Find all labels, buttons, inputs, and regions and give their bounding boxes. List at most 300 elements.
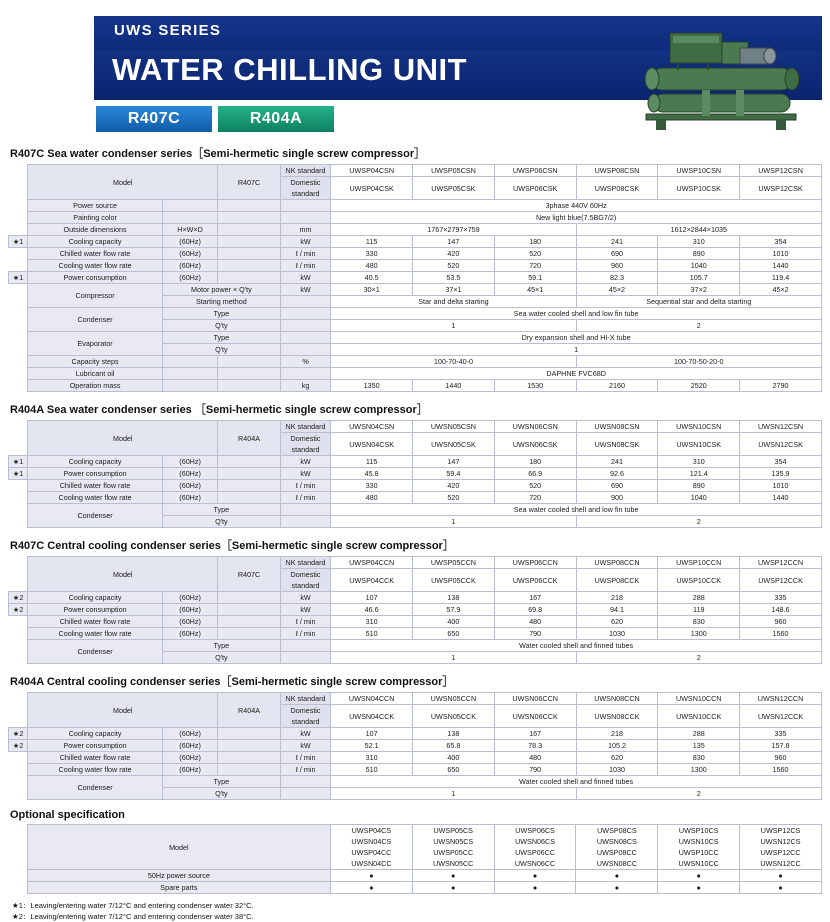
row-label: Chilled water flow rate — [28, 248, 163, 260]
cell: 1560 — [740, 628, 822, 640]
cell: 900 — [576, 492, 658, 504]
cell: 520 — [494, 480, 576, 492]
row-value-all: 3phase 440V 60Hz — [331, 200, 822, 212]
cell: 66.9 — [494, 468, 576, 480]
model-dom-4: UWSP08CSK — [576, 177, 658, 200]
cell: 107 — [331, 592, 413, 604]
badge-r407c: R407C — [96, 106, 212, 132]
table-row — [9, 368, 822, 380]
table-row: Cooling water flow rate (60Hz) ℓ / min 510 650 790 1030 1300 1560 — [9, 628, 822, 640]
row-sub: H×W×D — [162, 224, 217, 236]
model-variant: UWSP08CS — [597, 826, 637, 835]
row-value-left: 1 — [331, 652, 576, 664]
optional-header-row — [8, 825, 822, 870]
row-label: Power source — [28, 200, 163, 212]
row-label: Cooling water flow rate — [28, 260, 163, 272]
cell: 241 — [576, 456, 658, 468]
cell: 37×2 — [658, 284, 740, 296]
model-dom-2: UWSP05CCK — [413, 569, 495, 592]
row-label: Type — [162, 504, 280, 516]
section-r407c-central — [8, 537, 822, 664]
cell: 94.1 — [576, 604, 658, 616]
cell: 148.6 — [740, 604, 822, 616]
cell: 40.5 — [331, 272, 413, 284]
model-dom-1: UWSN04CCK — [331, 705, 413, 728]
cell: 1040 — [658, 492, 740, 504]
cell: 147 — [413, 236, 495, 248]
table-row: Chilled water flow rate (60Hz) ℓ / min 310 400 480 620 830 960 — [9, 616, 822, 628]
model-label: Model — [28, 421, 218, 456]
cell: 520 — [413, 260, 495, 272]
model-label: Model — [27, 825, 330, 870]
row-label: Cooling water flow rate — [28, 764, 163, 776]
row-label: Lubricant oil — [28, 368, 163, 380]
cell: 2160 — [576, 380, 658, 392]
cell: 157.8 — [740, 740, 822, 752]
row-label: Type — [162, 308, 280, 320]
cell: 135 — [658, 740, 740, 752]
cell: 420 — [413, 480, 495, 492]
footnote-2: ★2：Leaving/entering water 7/12°C and entering condenser water 38°C. — [12, 912, 254, 921]
cell: 167 — [494, 592, 576, 604]
cell: 59.4 — [413, 468, 495, 480]
cell: 330 — [331, 480, 413, 492]
cell: 354 — [740, 236, 822, 248]
cell: 30×1 — [331, 284, 413, 296]
optional-mark: ● — [494, 882, 576, 894]
model-nk-4: UWSN08CSN — [576, 421, 658, 433]
refrigerant-badges — [96, 106, 334, 132]
row-star: ★2 — [9, 728, 28, 740]
model-nk-2: UWSN05CSN — [413, 421, 495, 433]
cell: 138 — [413, 728, 495, 740]
section-title: R407C Sea water condenser series［Semi-hermetic single screw compressor］ — [10, 148, 426, 160]
cell: 241 — [576, 236, 658, 248]
cell: 121.4 — [658, 468, 740, 480]
cell: 650 — [413, 764, 495, 776]
row-label: Chilled water flow rate — [28, 616, 163, 628]
section-title: R407C Central cooling condenser series［Semi-hermetic single screw compressor］ — [10, 540, 454, 552]
cell: 45.8 — [331, 468, 413, 480]
cell: 480 — [331, 260, 413, 272]
footnotes — [12, 900, 822, 922]
optional-mark: ● — [576, 870, 658, 882]
cell: 335 — [740, 592, 822, 604]
cell: 310 — [658, 236, 740, 248]
optional-table — [8, 824, 822, 894]
cell: 520 — [494, 248, 576, 260]
row-label: Q'ty — [162, 788, 280, 800]
cell: 1300 — [658, 628, 740, 640]
model-variant: UWSP08CC — [596, 848, 637, 857]
row-value-left: 1 — [331, 516, 576, 528]
row-group-evaporator: Evaporator — [28, 332, 163, 356]
model-dom-1: UWSP04CCK — [331, 569, 413, 592]
cell: 288 — [658, 592, 740, 604]
row-star: ★1 — [9, 468, 28, 480]
chiller-unit-illustration — [632, 28, 812, 138]
model-dom-1: UWSN04CSK — [331, 433, 413, 456]
row-label: Cooling capacity — [28, 592, 163, 604]
cell: 46.6 — [331, 604, 413, 616]
row-value-left: 1767×2797×759 — [331, 224, 576, 236]
row-label: Q'ty — [162, 320, 280, 332]
cell: 78.3 — [494, 740, 576, 752]
row-value-right: 2 — [576, 516, 821, 528]
row-value-right: 2 — [576, 652, 821, 664]
optional-model-col-4 — [576, 825, 658, 870]
optional-mark: ● — [658, 870, 740, 882]
cell: 790 — [494, 764, 576, 776]
cell: 218 — [576, 728, 658, 740]
section-title: R404A Sea water condenser series ［Semi-hermetic single screw compressor］ — [10, 404, 428, 416]
model-dom-3: UWSP06CSK — [494, 177, 576, 200]
optional-mark: ● — [740, 882, 822, 894]
spec-table-r404a-central — [8, 692, 822, 800]
cell: 310 — [331, 616, 413, 628]
model-nk-4: UWSN08CCN — [576, 693, 658, 705]
row-label: Operation mass — [28, 380, 163, 392]
row-label: Type — [162, 332, 280, 344]
model-dom-3: UWSN06CSK — [494, 433, 576, 456]
optional-row-label: 50Hz power source — [27, 870, 330, 882]
cell: 830 — [658, 752, 740, 764]
cell: 45×2 — [740, 284, 822, 296]
badge-r404a: R404A — [218, 106, 334, 132]
model-variant: UWSN04CS — [351, 837, 392, 846]
model-dom-2: UWSN05CSK — [413, 433, 495, 456]
section-optional — [8, 809, 822, 894]
optional-mark: ● — [658, 882, 740, 894]
cell: 720 — [494, 260, 576, 272]
model-variant: UWSN08CS — [596, 837, 637, 846]
row-label: Starting method — [162, 296, 280, 308]
table-row: ★1 Cooling capacity (60Hz) kW 115 147 180 241 310 354 — [9, 236, 822, 248]
table-row: ★1 Cooling capacity (60Hz) kW 115 147 180 241 310 354 — [9, 456, 822, 468]
cell: 1530 — [494, 380, 576, 392]
row-label: Q'ty — [162, 652, 280, 664]
nk-standard-label: NK standard — [280, 557, 331, 569]
section-r404a-sea — [8, 401, 822, 528]
model-nk-3: UWSP06CCN — [494, 557, 576, 569]
optional-mark: ● — [330, 882, 412, 894]
cell: 45×1 — [494, 284, 576, 296]
model-variant: UWSP12CC — [760, 848, 801, 857]
spec-sections — [8, 145, 822, 922]
model-nk-2: UWSP05CCN — [413, 557, 495, 569]
table-row: Compressor Motor power × Q'ty kW 30×1 37×1 45×1 45×2 37×2 45×2 — [9, 284, 822, 296]
cell: 1440 — [740, 492, 822, 504]
cell: 1040 — [658, 260, 740, 272]
nk-standard-label: NK standard — [280, 165, 331, 177]
row-label: Power consumption — [28, 272, 163, 284]
model-label: Model — [28, 557, 218, 592]
cell: 57.9 — [413, 604, 495, 616]
refrigerant-label: R407C — [218, 557, 281, 592]
cell: 82.3 — [576, 272, 658, 284]
table-row — [9, 224, 822, 236]
cell: 690 — [576, 480, 658, 492]
model-dom-6: UWSN12CCK — [740, 705, 822, 728]
nk-standard-label: NK standard — [280, 421, 331, 433]
model-nk-3: UWSN06CSN — [494, 421, 576, 433]
spec-table-r407c-central — [8, 556, 822, 664]
row-value-left: Star and delta starting — [331, 296, 576, 308]
row-value-all: Dry expansion shell and HI-X tube — [331, 332, 822, 344]
cell: 890 — [658, 248, 740, 260]
model-nk-6: UWSP12CSN — [740, 165, 822, 177]
cell: 53.5 — [413, 272, 495, 284]
model-nk-4: UWSP08CCN — [576, 557, 658, 569]
model-nk-1: UWSP04CCN — [331, 557, 413, 569]
row-label: Capacity steps — [28, 356, 163, 368]
row-label: Cooling capacity — [28, 236, 163, 248]
model-nk-2: UWSP05CSN — [413, 165, 495, 177]
optional-mark: ● — [330, 870, 412, 882]
optional-model-col-5 — [658, 825, 740, 870]
domestic-standard-label: Domestic standard — [280, 705, 331, 728]
cell: 69.8 — [494, 604, 576, 616]
row-unit: mm — [280, 224, 331, 236]
model-variant: UWSN05CC — [433, 859, 474, 868]
row-value-left: 1 — [331, 788, 576, 800]
model-nk-1: UWSP04CSN — [331, 165, 413, 177]
model-nk-5: UWSP10CSN — [658, 165, 740, 177]
section-title: R404A Central cooling condenser series［Semi-hermetic single screw compressor］ — [10, 676, 454, 688]
cell: 1300 — [658, 764, 740, 776]
model-variant: UWSN06CC — [514, 859, 556, 868]
model-variant: UWSN04CC — [351, 859, 392, 868]
model-nk-6: UWSN12CCN — [740, 693, 822, 705]
model-dom-2: UWSN05CCK — [413, 705, 495, 728]
domestic-standard-label: Domestic standard — [280, 569, 331, 592]
row-value-right: 1612×2844×1035 — [576, 224, 821, 236]
row-value-all: Sea water cooled shell and low fin tube — [331, 308, 822, 320]
optional-row — [8, 870, 822, 882]
row-star: ★2 — [9, 592, 28, 604]
cell: 335 — [740, 728, 822, 740]
row-label: Cooling water flow rate — [28, 628, 163, 640]
refrigerant-label: R407C — [218, 165, 281, 200]
optional-model-col-1 — [330, 825, 412, 870]
row-value-right: 2 — [576, 788, 821, 800]
row-label: Power consumption — [28, 740, 163, 752]
optional-mark: ● — [412, 882, 494, 894]
header-left-margin — [8, 8, 94, 136]
optional-mark: ● — [494, 870, 576, 882]
model-variant: UWSN12CC — [760, 859, 801, 868]
table-row: Chilled water flow rate (60Hz) ℓ / min 330 420 520 690 890 1010 — [9, 480, 822, 492]
model-dom-3: UWSN06CCK — [494, 705, 576, 728]
cell: 1440 — [413, 380, 495, 392]
row-label: Type — [162, 640, 280, 652]
table-row — [9, 776, 822, 788]
model-nk-1: UWSN04CSN — [331, 421, 413, 433]
model-variant: UWSP04CS — [351, 826, 392, 835]
model-nk-1: UWSN04CCN — [331, 693, 413, 705]
model-dom-5: UWSP10CCK — [658, 569, 740, 592]
model-dom-5: UWSN10CSK — [658, 433, 740, 456]
table-row-header1 — [9, 693, 822, 705]
row-star: ★2 — [9, 740, 28, 752]
row-label: Outside dimensions — [28, 224, 163, 236]
model-variant: UWSN12CS — [760, 837, 801, 846]
cell: 105.7 — [658, 272, 740, 284]
cell: 147 — [413, 456, 495, 468]
model-dom-1: UWSP04CSK — [331, 177, 413, 200]
cell: 1440 — [740, 260, 822, 272]
cell: 115 — [331, 456, 413, 468]
row-value-all: Sea water cooled shell and low fin tube — [331, 504, 822, 516]
row-star: ★1 — [9, 236, 28, 248]
row-label: Motor power × Q'ty — [162, 284, 280, 296]
cell: 620 — [576, 616, 658, 628]
cell: 790 — [494, 628, 576, 640]
refrigerant-label: R404A — [218, 693, 281, 728]
row-value-right: 100-70-50-20-0 — [576, 356, 821, 368]
cell: 330 — [331, 248, 413, 260]
nk-standard-label: NK standard — [280, 693, 331, 705]
model-variant: UWSP04CC — [351, 848, 392, 857]
row-value-left: 1 — [331, 320, 576, 332]
row-group-condenser: Condenser — [28, 504, 163, 528]
model-variant: UWSP10CS — [678, 826, 719, 835]
cell: 180 — [494, 456, 576, 468]
table-row: Cooling water flow rate (60Hz) ℓ / min 480 520 720 900 1040 1440 — [9, 492, 822, 504]
row-group-condenser: Condenser — [28, 776, 163, 800]
table-row: Capacity steps % 100-70-40-0 100-70-50-20-0 — [9, 356, 822, 368]
optional-model-col-3 — [494, 825, 576, 870]
table-row — [9, 332, 822, 344]
model-dom-6: UWSN12CSK — [740, 433, 822, 456]
row-value-right: 2 — [576, 320, 821, 332]
cell: 119 — [658, 604, 740, 616]
optional-row-label: Spare parts — [27, 882, 330, 894]
model-nk-5: UWSN10CCN — [658, 693, 740, 705]
table-row: Chilled water flow rate (60Hz) ℓ / min 310 400 480 620 830 960 — [9, 752, 822, 764]
optional-mark: ● — [576, 882, 658, 894]
table-row: ★1 Power consumption (60Hz) kW 40.5 53.5 59.1 82.3 105.7 119.4 — [9, 272, 822, 284]
cell: 1030 — [576, 628, 658, 640]
table-row-header1 — [9, 421, 822, 433]
model-dom-4: UWSP08CCK — [576, 569, 658, 592]
cell: 1030 — [576, 764, 658, 776]
row-value-right: Sequential star and delta starting — [576, 296, 821, 308]
row-star: ★2 — [9, 604, 28, 616]
table-row: ★2 Power consumption (60Hz) kW 52.1 65.8 78.3 105.2 135 157.8 — [9, 740, 822, 752]
row-label: Q'ty — [162, 344, 280, 356]
cell: 1560 — [740, 764, 822, 776]
cell: 510 — [331, 764, 413, 776]
cell: 690 — [576, 248, 658, 260]
model-nk-6: UWSP12CCN — [740, 557, 822, 569]
cell: 480 — [494, 752, 576, 764]
model-nk-2: UWSN05CCN — [413, 693, 495, 705]
row-value-all: New light blue(7.5BG7/2) — [331, 212, 822, 224]
optional-mark: ● — [740, 870, 822, 882]
model-nk-3: UWSP06CSN — [494, 165, 576, 177]
row-value-all: Water cooled shell and finned tubes — [331, 640, 822, 652]
model-dom-6: UWSP12CSK — [740, 177, 822, 200]
footnote-1: ★1：Leaving/entering water 7/12°C and entering condenser water 32°C. — [12, 901, 254, 910]
row-label: Q'ty — [162, 516, 280, 528]
model-nk-5: UWSN10CSN — [658, 421, 740, 433]
model-dom-6: UWSP12CCK — [740, 569, 822, 592]
cell: 105.2 — [576, 740, 658, 752]
domestic-standard-label: Domestic standard — [280, 177, 331, 200]
table-row: ★1 Power consumption (60Hz) kW 45.8 59.4 66.9 92.6 121.4 135.9 — [9, 468, 822, 480]
cell: 180 — [494, 236, 576, 248]
cell: 480 — [331, 492, 413, 504]
cell: 310 — [658, 456, 740, 468]
model-nk-4: UWSP08CSN — [576, 165, 658, 177]
cell: 420 — [413, 248, 495, 260]
table-row: Operation mass kg 1350 1440 1530 2160 2520 2790 — [9, 380, 822, 392]
model-dom-5: UWSN10CCK — [658, 705, 740, 728]
table-row: ★2 Cooling capacity (60Hz) kW 107 138 167 218 288 335 — [9, 728, 822, 740]
page-title: WATER CHILLING UNIT — [112, 52, 468, 87]
row-label: Cooling capacity — [28, 728, 163, 740]
optional-mark: ● — [412, 870, 494, 882]
row-value-all: 1 — [331, 344, 822, 356]
cell: 354 — [740, 456, 822, 468]
model-label: Model — [28, 165, 218, 200]
table-row — [9, 640, 822, 652]
cell: 115 — [331, 236, 413, 248]
cell: 400 — [413, 616, 495, 628]
model-variant: UWSN05CS — [433, 837, 474, 846]
optional-model-col-2 — [412, 825, 494, 870]
cell: 59.1 — [494, 272, 576, 284]
model-nk-5: UWSP10CCN — [658, 557, 740, 569]
row-label: Cooling capacity — [28, 456, 163, 468]
row-label: Power consumption — [28, 468, 163, 480]
cell: 1010 — [740, 248, 822, 260]
cell: 960 — [740, 616, 822, 628]
table-row: Cooling water flow rate (60Hz) ℓ / min 510 650 790 1030 1300 1560 — [9, 764, 822, 776]
domestic-standard-label: Domestic standard — [280, 433, 331, 456]
cell: 720 — [494, 492, 576, 504]
row-label: Power consumption — [28, 604, 163, 616]
page-header — [8, 8, 822, 136]
cell: 890 — [658, 480, 740, 492]
cell: 92.6 — [576, 468, 658, 480]
table-row — [9, 504, 822, 516]
model-variant: UWSP06CC — [515, 848, 556, 857]
cell: 310 — [331, 752, 413, 764]
cell: 107 — [331, 728, 413, 740]
optional-title: Optional specification — [10, 809, 125, 821]
cell: 620 — [576, 752, 658, 764]
cell: 1010 — [740, 480, 822, 492]
table-row — [9, 200, 822, 212]
table-row: Cooling water flow rate (60Hz) ℓ / min 480 520 720 960 1040 1440 — [9, 260, 822, 272]
cell: 830 — [658, 616, 740, 628]
spec-table-r407c-sea — [8, 164, 822, 392]
model-variant: UWSP10CC — [678, 848, 719, 857]
model-variant: UWSP05CS — [433, 826, 473, 835]
table-row-header1 — [9, 165, 822, 177]
cell: 218 — [576, 592, 658, 604]
cell: 960 — [740, 752, 822, 764]
model-variant: UWSN06CS — [515, 837, 556, 846]
model-variant: UWSP06CS — [515, 826, 555, 835]
cell: 119.4 — [740, 272, 822, 284]
cell: 288 — [658, 728, 740, 740]
cell: 520 — [413, 492, 495, 504]
cell: 650 — [413, 628, 495, 640]
model-variant: UWSN10CS — [678, 837, 719, 846]
